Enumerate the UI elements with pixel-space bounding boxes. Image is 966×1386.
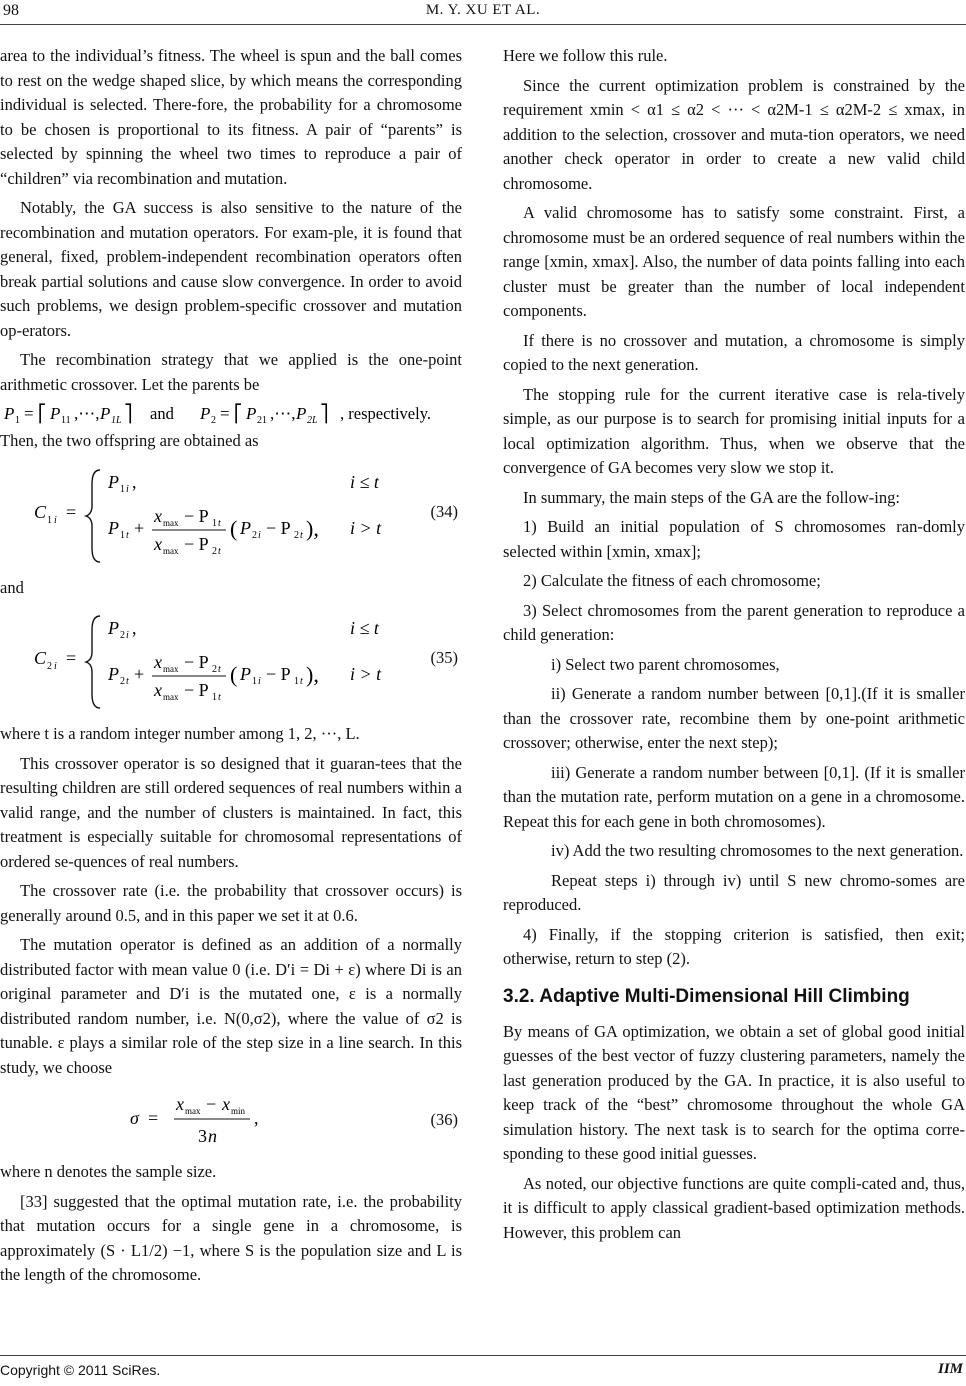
svg-text:,: , <box>132 471 137 492</box>
svg-text:= ⎡: = ⎡ <box>24 404 47 423</box>
svg-text:2: 2 <box>120 630 125 641</box>
svg-text:− P: − P <box>184 533 209 554</box>
header-rule <box>0 24 966 25</box>
paragraph-objective-functions: As noted, our objective functions are quite compli-cated and, thus, it is difficult to apply classical gradient-based optimization methods. However, this problem can <box>503 1173 965 1242</box>
step-3: 3) Select chromosomes from the parent generation to reproduce a child generation: <box>503 600 965 644</box>
svg-text:t: t <box>218 664 221 675</box>
svg-text:=: = <box>66 648 77 668</box>
svg-text:i: i <box>258 676 261 687</box>
svg-text:C: C <box>34 501 47 522</box>
svg-text:x: x <box>176 1094 184 1114</box>
paragraph-recombination: The recombination strategy that we applied is the one-point arithmetic crossover. Let the parents be <box>0 350 462 394</box>
and-label: and <box>0 577 24 597</box>
right-column <box>503 44 965 1245</box>
equation-36 <box>0 1088 462 1150</box>
svg-text:P: P <box>240 517 251 538</box>
svg-text:max: max <box>163 692 179 702</box>
step-3-iii: iii) Generate a random number between [0,1]. (If it is smaller than the mutation rate, perform mutation on a gene in a chromosome. Repeat this for each gene in both chromosomes). <box>503 762 965 831</box>
paragraph-summary: In summary, the main steps of the GA are the follow-ing: <box>523 487 900 507</box>
svg-text:C: C <box>34 648 47 668</box>
svg-text:max: max <box>185 1106 201 1116</box>
svg-text:P: P <box>296 404 307 423</box>
step-3-i: i) Select two parent chromosomes, <box>551 654 780 674</box>
svg-text:− P: − P <box>184 680 209 700</box>
equation-35 <box>0 608 462 712</box>
section-title: 3.2. Adaptive Multi-Dimensional Hill Climbing <box>503 985 910 1007</box>
svg-text:t: t <box>300 676 303 687</box>
svg-text:max: max <box>163 517 179 528</box>
equation-number: (34) <box>430 501 458 521</box>
svg-text:1: 1 <box>212 517 217 529</box>
svg-text:max: max <box>163 545 179 556</box>
svg-text:− P: − P <box>266 664 291 684</box>
svg-text:1: 1 <box>294 676 299 687</box>
paragraph-operators: Notably, the GA success is also sensitive to the nature of the recombination and mutation operators. For exam-ple, it is found that general, fixed, problem-independent recombination operators often break partial solutions and cause slow convergence. In order to avoid such problems, we design problem-specific crossover and mutation op-erators. <box>0 198 462 340</box>
svg-text:− P: − P <box>184 505 209 526</box>
svg-text:i: i <box>258 529 261 541</box>
svg-text:1: 1 <box>47 514 52 526</box>
paragraph-follow-rule: Here we follow this rule. <box>503 46 668 65</box>
svg-text:max: max <box>163 664 179 674</box>
step-1: 1) Build an initial population of S chromosomes ran-domly selected within [xmin, xmax]; <box>503 517 965 561</box>
svg-text:i: i <box>126 483 129 495</box>
svg-text:n: n <box>208 1126 217 1146</box>
svg-text:2: 2 <box>120 676 125 687</box>
svg-text:t: t <box>300 529 303 541</box>
paragraph-where-n: where n denotes the sample size. <box>0 1162 217 1181</box>
svg-text:− P: − P <box>184 652 209 672</box>
svg-text:P: P <box>100 404 111 423</box>
svg-text:1: 1 <box>252 676 257 687</box>
paragraph-constraint: Since the current optimization problem is constrained by the requirement xmin < α1 ≤ α2 < ··· < α2M-1 ≤ α2M-2 ≤ xmax, in addition to the selection, crossover and muta-tion operators, we need another check operator in order to create a new valid child chromosome. <box>503 75 965 193</box>
svg-text:,⋯,: ,⋯, <box>270 404 296 423</box>
step-3-ii: ii) Generate a random number between [0,1].(If it is smaller than the crossover rate, recombine them by one-point arithmetic crossover; otherwise, enter the next step); <box>503 684 965 752</box>
svg-text:,⋯,: ,⋯, <box>74 404 100 423</box>
svg-text:i: i <box>126 630 129 641</box>
paragraph-valid-chromosome: A valid chromosome has to satisfy some constraint. First, a chromosome must be an ordered sequence of real numbers within the range [xmin, xmax]. Also, the number of data points falling into each cluster must be greater than the number of local independent components. <box>503 203 965 320</box>
svg-text:1: 1 <box>212 692 217 703</box>
svg-text:,: , <box>254 1108 259 1128</box>
svg-text:2L: 2L <box>307 415 318 426</box>
svg-text:x: x <box>154 505 162 526</box>
svg-text:P: P <box>108 664 119 684</box>
parents-line <box>0 397 462 429</box>
svg-text:2: 2 <box>252 529 257 541</box>
svg-text:1: 1 <box>120 529 125 541</box>
svg-text:2: 2 <box>212 545 217 557</box>
svg-text:x: x <box>154 652 162 672</box>
svg-text:(: ( <box>230 662 238 687</box>
svg-text:21: 21 <box>257 415 267 426</box>
paragraph-roulette: area to the individual’s fitness. The wheel is spun and the ball comes to rest on the wedge shaped slice, by which means the corresponding individual is selected. There-fore, the probability for a chromosome to be chosen is proportional to its fitness. A pair of “parents” is selected by spinning the wheel two times to reproduce a pair of “children” via recombination and mutation. <box>0 46 462 188</box>
svg-text:,: , <box>132 618 137 638</box>
svg-text:x: x <box>154 533 162 554</box>
step-4: 4) Finally, if the stopping criterion is satisfied, then exit; otherwise, return to step (2). <box>503 924 965 968</box>
svg-text:P: P <box>200 404 211 423</box>
svg-text:2: 2 <box>294 529 299 541</box>
svg-text:t: t <box>218 545 221 557</box>
svg-text:P: P <box>246 404 257 423</box>
svg-text:=: = <box>66 501 77 522</box>
svg-text:t: t <box>218 517 221 529</box>
journal-abbreviation: IIM <box>937 1361 963 1377</box>
running-title: M. Y. XU ET AL. <box>425 2 541 18</box>
paragraph-crossover-guarantee: This crossover operator is so designed that it guaran-tees that the resulting children are still ordered sequences of real numbers within a valid range, and the number of clusters is maintained. In fact, this treatment is especially suitable for chromosomal representations of ordered se-quences of real numbers. <box>0 753 462 871</box>
copyright-text: Copyright © 2011 SciRes. <box>0 1362 161 1378</box>
svg-text:x: x <box>154 680 162 700</box>
equation-34 <box>0 462 462 566</box>
svg-text:σ: σ <box>130 1108 139 1128</box>
svg-text:P: P <box>108 517 119 538</box>
paragraph-ga-results: By means of GA optimization, we obtain a set of global good initial guesses of the best vector of fuzzy clustering parameters, namely the last generation produced by the GA. In practice, it is also useful to keep track of the “best” chromosome throughout the whole GA simulation history. The next task is to search for the optima corre-sponding to these good initial guesses. <box>503 1021 965 1163</box>
svg-text:− P: − P <box>266 517 291 538</box>
svg-text:+: + <box>134 664 145 684</box>
svg-text:i ≤ t: i ≤ t <box>350 471 379 492</box>
svg-text:i > t: i > t <box>350 517 382 538</box>
svg-text:2: 2 <box>212 664 217 675</box>
svg-text:⎤: ⎤ <box>124 404 133 423</box>
equation-number: (36) <box>430 1110 458 1129</box>
svg-text:t: t <box>218 692 221 703</box>
svg-text:i ≤ t: i ≤ t <box>350 618 379 638</box>
svg-text:P: P <box>108 618 119 638</box>
svg-text:P: P <box>108 471 119 492</box>
svg-text:1: 1 <box>15 415 20 426</box>
svg-text:),: ), <box>306 515 319 541</box>
svg-text:⎤: ⎤ <box>320 404 329 423</box>
paragraph-crossover-rate: The crossover rate (i.e. the probability that crossover occurs) is generally around 0.5, and in this paper we set it at 0.6. <box>0 881 462 925</box>
step-3-iv: iv) Add the two resulting chromosomes to the next generation. <box>551 841 964 860</box>
svg-text:1L: 1L <box>111 415 122 426</box>
left-column <box>0 44 462 1288</box>
paragraph-mutation: The mutation operator is defined as an addition of a normally distributed factor with mean value 0 (i.e. D′i = Di + ε) where Di is an original parameter and D′i is the mutated one, ε is a normally distributed random number, i.e. N(0,σ2), where the value of σ2 is tunable. ε plays a similar role of the step size in a line search. In this study, we choose <box>0 935 462 1077</box>
svg-text:),: ), <box>306 662 319 687</box>
respectively-text: , respectively. <box>340 404 432 423</box>
svg-text:min: min <box>231 1106 246 1116</box>
svg-text:x: x <box>222 1094 230 1114</box>
svg-text:=: = <box>148 1108 159 1128</box>
svg-text:t: t <box>126 529 129 541</box>
paragraph-stopping-rule: The stopping rule for the current iterative case is rela-tively simple, as our purpose is to search for promising initial inputs for a local optimization algorithm. Thus, when we observe that the convergence of GA becomes very slow we stop it. <box>503 384 965 477</box>
paragraph-copy: If there is no crossover and mutation, a chromosome is simply copied to the next generation. <box>503 330 965 374</box>
step-3-repeat: Repeat steps i) through iv) until S new chromo-somes are reproduced. <box>503 870 965 914</box>
svg-text:i > t: i > t <box>350 664 382 684</box>
svg-text:t: t <box>126 676 129 687</box>
offspring-intro: Then, the two offspring are obtained as <box>0 431 259 450</box>
svg-text:+: + <box>134 517 145 538</box>
svg-text:2: 2 <box>211 415 216 426</box>
page-number: 98 <box>3 2 19 19</box>
svg-text:1: 1 <box>120 483 125 495</box>
svg-text:i: i <box>54 661 57 672</box>
svg-text:3: 3 <box>198 1126 207 1146</box>
paragraph-mutation-rate: [33] suggested that the optimal mutation rate, i.e. the probability that mutation occurs for a single gene in a chromosome, is approximately (S · L1/2) −1, where S is the population size and L is the length of the chromosome. <box>0 1191 462 1284</box>
svg-text:−: − <box>206 1094 217 1114</box>
svg-text:P: P <box>4 404 15 423</box>
svg-text:i: i <box>54 514 57 526</box>
svg-text:= ⎡: = ⎡ <box>220 404 243 423</box>
and-word: and <box>150 404 174 423</box>
svg-text:P: P <box>240 664 251 684</box>
svg-text:(: ( <box>230 515 238 541</box>
svg-text:2: 2 <box>47 661 52 672</box>
equation-number: (35) <box>430 648 458 667</box>
parents-formula <box>0 397 462 429</box>
paragraph-where-t: where t is a random integer number among 1, 2, ···, L. <box>0 724 360 743</box>
footer-rule <box>0 1355 966 1356</box>
svg-text:11: 11 <box>61 415 71 426</box>
svg-text:P: P <box>50 404 61 423</box>
step-2: 2) Calculate the fitness of each chromosome; <box>523 571 821 590</box>
